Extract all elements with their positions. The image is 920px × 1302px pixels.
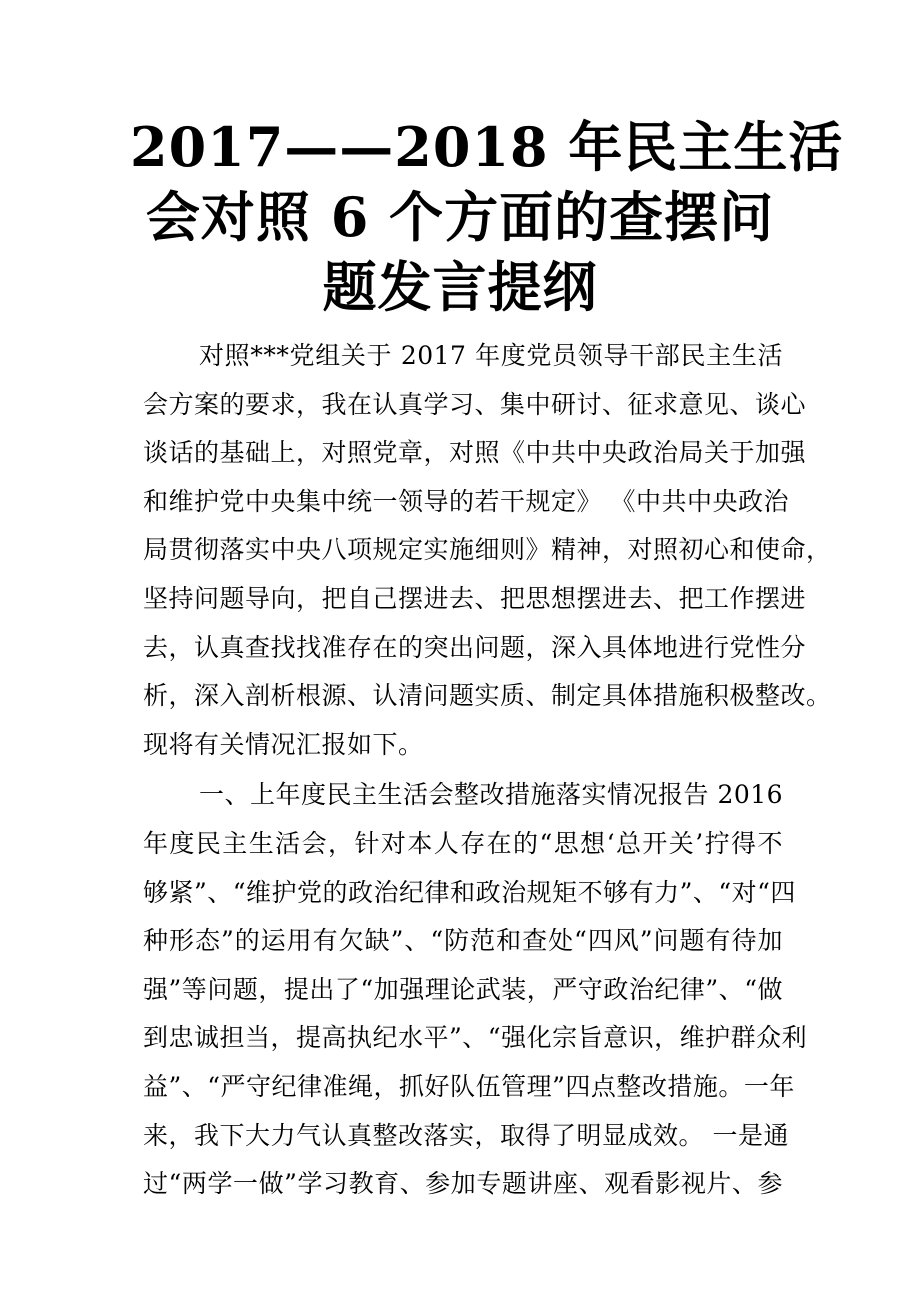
text-line: 谈话的基础上，对照党章，对照《中共中央政治局关于加强 — [143, 438, 807, 468]
text-line: 坚持问题导向，把自己摆进去、把思想摆进去、把工作摆进 — [143, 583, 807, 613]
text-line: 局贯彻落实中央八项规定实施细则》精神，对照初心和使命， — [143, 535, 832, 565]
text-line: 种形态”的运用有欠缺”、“防范和查处“四风”问题有待加 — [143, 926, 783, 956]
text-line: 和维护党中央集中统一领导的若干规定》 《中共中央政治 — [143, 486, 789, 516]
text-line: 现将有关情况汇报如下。 — [143, 729, 424, 759]
text-line: 过“两学一做”学习教育、参加专题讲座、观看影视片、参 — [143, 1169, 783, 1199]
document-title — [130, 112, 844, 322]
text-line: 对照***党组关于 2017 年度党员领导干部民主生活 — [199, 341, 783, 370]
text-line: 去，认真查找找准存在的突出问题，深入具体地进行党性分 — [143, 632, 807, 662]
text-line: 来，我下大力气认真整改落实，取得了明显成效。 一是通 — [143, 1120, 789, 1150]
text-line: 年度民主生活会，针对本人存在的“思想‘总开关’拧得不 — [143, 828, 783, 858]
text-line: 会方案的要求，我在认真学习、集中研讨、征求意见、谈心 — [143, 389, 807, 419]
paragraph-section-one — [143, 771, 808, 1208]
title-line: 会对照 6 个方面的查摆问 — [145, 185, 775, 249]
paragraph-intro — [143, 332, 832, 769]
text-line: 强”等问题，提出了“加强理论武装，严守政治纪律”、“做 — [143, 974, 783, 1004]
title-line: 2017——2018 年民主生活 — [130, 115, 844, 179]
document-body — [143, 332, 832, 1209]
text-line: 析，深入剖析根源、认清问题实质、制定具体措施积极整改。 — [143, 681, 832, 711]
text-line: 一、上年度民主生活会整改措施落实情况报告 2016 — [199, 780, 784, 810]
text-line: 够紧”、“维护党的政治纪律和政治规矩不够有力”、“对“四 — [143, 877, 796, 907]
title-line: 题发言提纲 — [322, 255, 598, 319]
text-line: 到忠诚担当，提高执纪水平”、“强化宗旨意识，维护群众利 — [143, 1023, 808, 1053]
text-line: 益”、“严守纪律准绳，抓好队伍管理”四点整改措施。一年 — [143, 1071, 795, 1101]
